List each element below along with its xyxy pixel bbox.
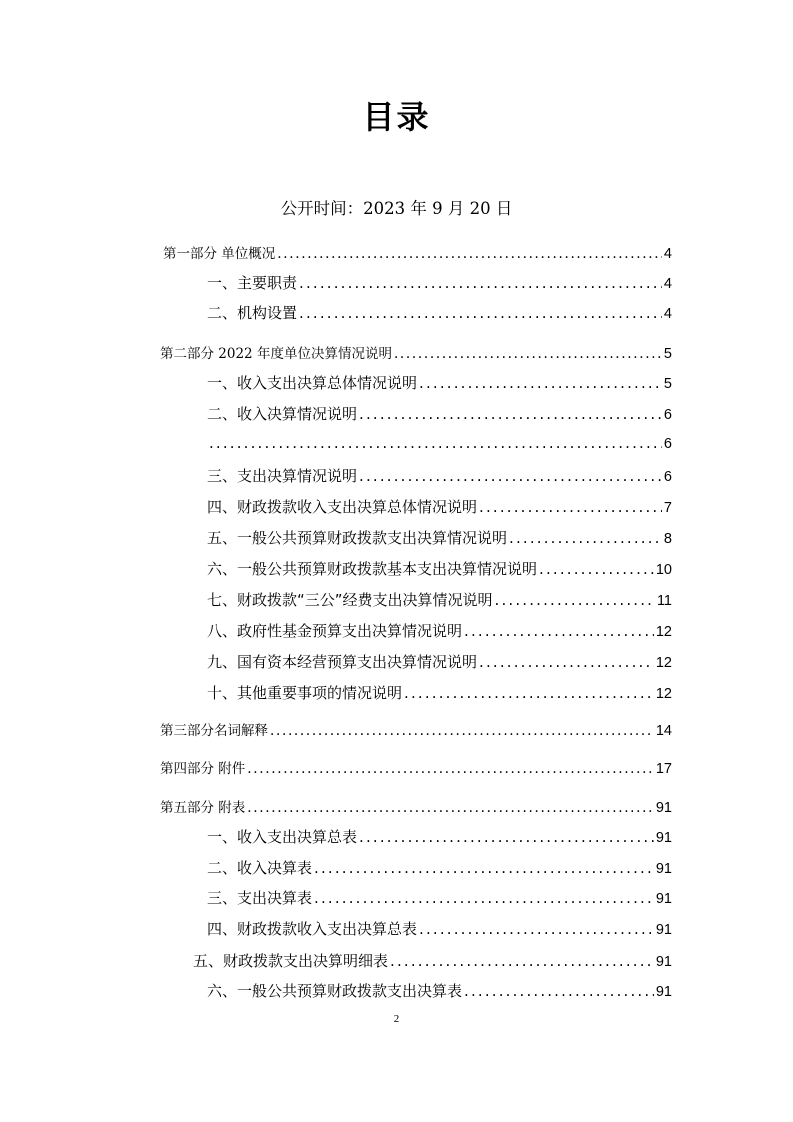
toc-dot-leader xyxy=(509,529,662,547)
toc-entry-page: 5 xyxy=(663,346,672,362)
toc-entry-title: 一、收入支出决算总体情况说明 xyxy=(207,374,418,392)
toc-section-entry[interactable] xyxy=(160,796,672,816)
toc-subsection-entry[interactable] xyxy=(207,651,672,672)
toc-dot-leader xyxy=(314,889,654,907)
toc-entry-title: 第二部分 2022 年度单位决算情况说明 xyxy=(160,346,392,362)
toc-entry-title: 二、机构设置 xyxy=(207,304,298,322)
toc-entry-page: 12 xyxy=(655,686,672,702)
toc-entry-title: 一、主要职责 xyxy=(207,274,298,292)
toc-subsection-entry[interactable] xyxy=(207,887,672,908)
toc-entry-page: 5 xyxy=(663,376,672,392)
toc-dot-leader xyxy=(464,622,654,640)
toc-subsection-entry[interactable] xyxy=(207,857,672,878)
toc-section-entry[interactable] xyxy=(163,242,672,262)
toc-entry-page: 7 xyxy=(663,500,672,516)
toc-entry-page: 12 xyxy=(655,624,672,640)
toc-entry-title: 七、财政拨款“三公”经费支出决算情况说明 xyxy=(207,591,493,609)
toc-dot-leader xyxy=(390,952,654,970)
toc-entry-title: 九、国有资本经营预算支出决算情况说明 xyxy=(207,653,478,671)
toc-dot-leader xyxy=(495,591,655,609)
toc-entry-title: 四、财政拨款收入支出决算总表 xyxy=(207,920,418,938)
page-title: 目录 xyxy=(362,98,431,136)
toc-dot-leader xyxy=(359,405,662,423)
toc-entry-page: 11 xyxy=(656,593,672,609)
toc-entry-title: 第一部分 单位概况 xyxy=(163,246,276,262)
toc-entry-page: 12 xyxy=(655,655,672,671)
toc-entry-title: 五、一般公共预算财政拨款支出决算情况说明 xyxy=(207,529,508,547)
toc-entry-title: 第五部分 附表 xyxy=(160,800,246,816)
toc-dot-leader xyxy=(479,653,654,671)
toc-subsection-entry[interactable] xyxy=(207,527,672,548)
toc-entry-page: 14 xyxy=(655,723,672,739)
toc-dot-leader xyxy=(247,800,654,816)
toc-dot-leader xyxy=(299,274,662,292)
toc-subsection-entry[interactable] xyxy=(207,558,672,579)
toc-entry-title: 四、财政拨款收入支出决算总体情况说明 xyxy=(207,498,478,516)
toc-subsection-entry[interactable] xyxy=(207,589,672,610)
toc-dot-leader xyxy=(359,828,654,846)
toc-entry-page: 4 xyxy=(663,276,672,292)
toc-entry-title: 二、收入决算情况说明 xyxy=(207,405,358,423)
toc-entry-page: 91 xyxy=(655,922,672,938)
toc-dot-leader xyxy=(464,982,654,1000)
toc-dot-leader xyxy=(394,346,662,362)
toc-entry-page: 10 xyxy=(655,562,672,578)
toc-subsection-entry[interactable] xyxy=(207,620,672,641)
toc-subsection-entry[interactable] xyxy=(207,372,672,393)
toc-dot-leader xyxy=(314,859,654,877)
toc-subsection-entry[interactable] xyxy=(207,918,672,939)
toc-dot-leader xyxy=(209,434,662,452)
toc-subsection-entry[interactable] xyxy=(207,980,672,1001)
toc-entry-title: 三、支出决算情况说明 xyxy=(207,467,358,485)
toc-entry-title: 三、支出决算表 xyxy=(207,889,313,907)
toc-subsection-entry[interactable] xyxy=(207,826,672,847)
toc-section-entry[interactable] xyxy=(160,757,672,777)
toc-subsection-entry[interactable] xyxy=(207,682,672,703)
toc-dot-leader xyxy=(359,467,662,485)
toc-entry-page: 91 xyxy=(655,984,672,1000)
toc-subsection-entry[interactable] xyxy=(207,496,672,517)
toc-entry-title: 五、财政拨款支出决算明细表 xyxy=(193,952,389,970)
toc-subsection-entry[interactable] xyxy=(207,403,672,424)
toc-entry-page: 4 xyxy=(663,306,672,322)
toc-entry-title: 十、其他重要事项的情况说明 xyxy=(207,684,403,702)
toc-subsection-entry[interactable] xyxy=(207,434,672,452)
toc-entry-page: 6 xyxy=(663,436,672,452)
toc-subsection-entry[interactable] xyxy=(207,272,672,293)
toc-entry-page: 4 xyxy=(663,246,672,262)
toc-entry-page: 17 xyxy=(655,761,672,777)
toc-entry-page: 91 xyxy=(655,800,672,816)
toc-dot-leader xyxy=(479,498,662,516)
publish-date: 公开时间：2023 年 9 月 20 日 xyxy=(280,199,513,218)
toc-dot-leader xyxy=(247,761,654,777)
toc-dot-leader xyxy=(404,684,654,702)
toc-entry-title: 六、一般公共预算财政拨款支出决算表 xyxy=(207,982,463,1000)
toc-entry-page: 91 xyxy=(655,861,672,877)
toc-subsection-entry[interactable] xyxy=(193,950,672,971)
toc-dot-leader xyxy=(419,374,662,392)
toc-entry-title: 六、一般公共预算财政拨款基本支出决算情况说明 xyxy=(207,560,538,578)
toc-entry-page: 91 xyxy=(655,954,672,970)
toc-entry-title: 一、收入支出决算总表 xyxy=(207,828,358,846)
toc-dot-leader xyxy=(270,723,654,739)
toc-entry-page: 8 xyxy=(663,531,672,547)
toc-entry-title: 八、政府性基金预算支出决算情况说明 xyxy=(207,622,463,640)
toc-entry-page: 6 xyxy=(663,407,672,423)
toc-dot-leader xyxy=(419,920,654,938)
toc-section-entry[interactable] xyxy=(160,342,672,362)
toc-entry-title: 第四部分 附件 xyxy=(160,761,246,777)
toc-dot-leader xyxy=(299,304,662,322)
toc-entry-title: 二、收入决算表 xyxy=(207,859,313,877)
toc-subsection-entry[interactable] xyxy=(207,465,672,486)
page-number: 2 xyxy=(393,1013,400,1025)
toc-entry-title: 第三部分名词解释 xyxy=(160,723,268,739)
toc-entry-page: 91 xyxy=(655,830,672,846)
toc-dot-leader xyxy=(539,560,654,578)
toc-dot-leader xyxy=(277,246,662,262)
toc-entry-page: 6 xyxy=(663,469,672,485)
toc-section-entry[interactable] xyxy=(160,719,672,739)
toc-entry-page: 91 xyxy=(655,891,672,907)
toc-subsection-entry[interactable] xyxy=(207,302,672,323)
